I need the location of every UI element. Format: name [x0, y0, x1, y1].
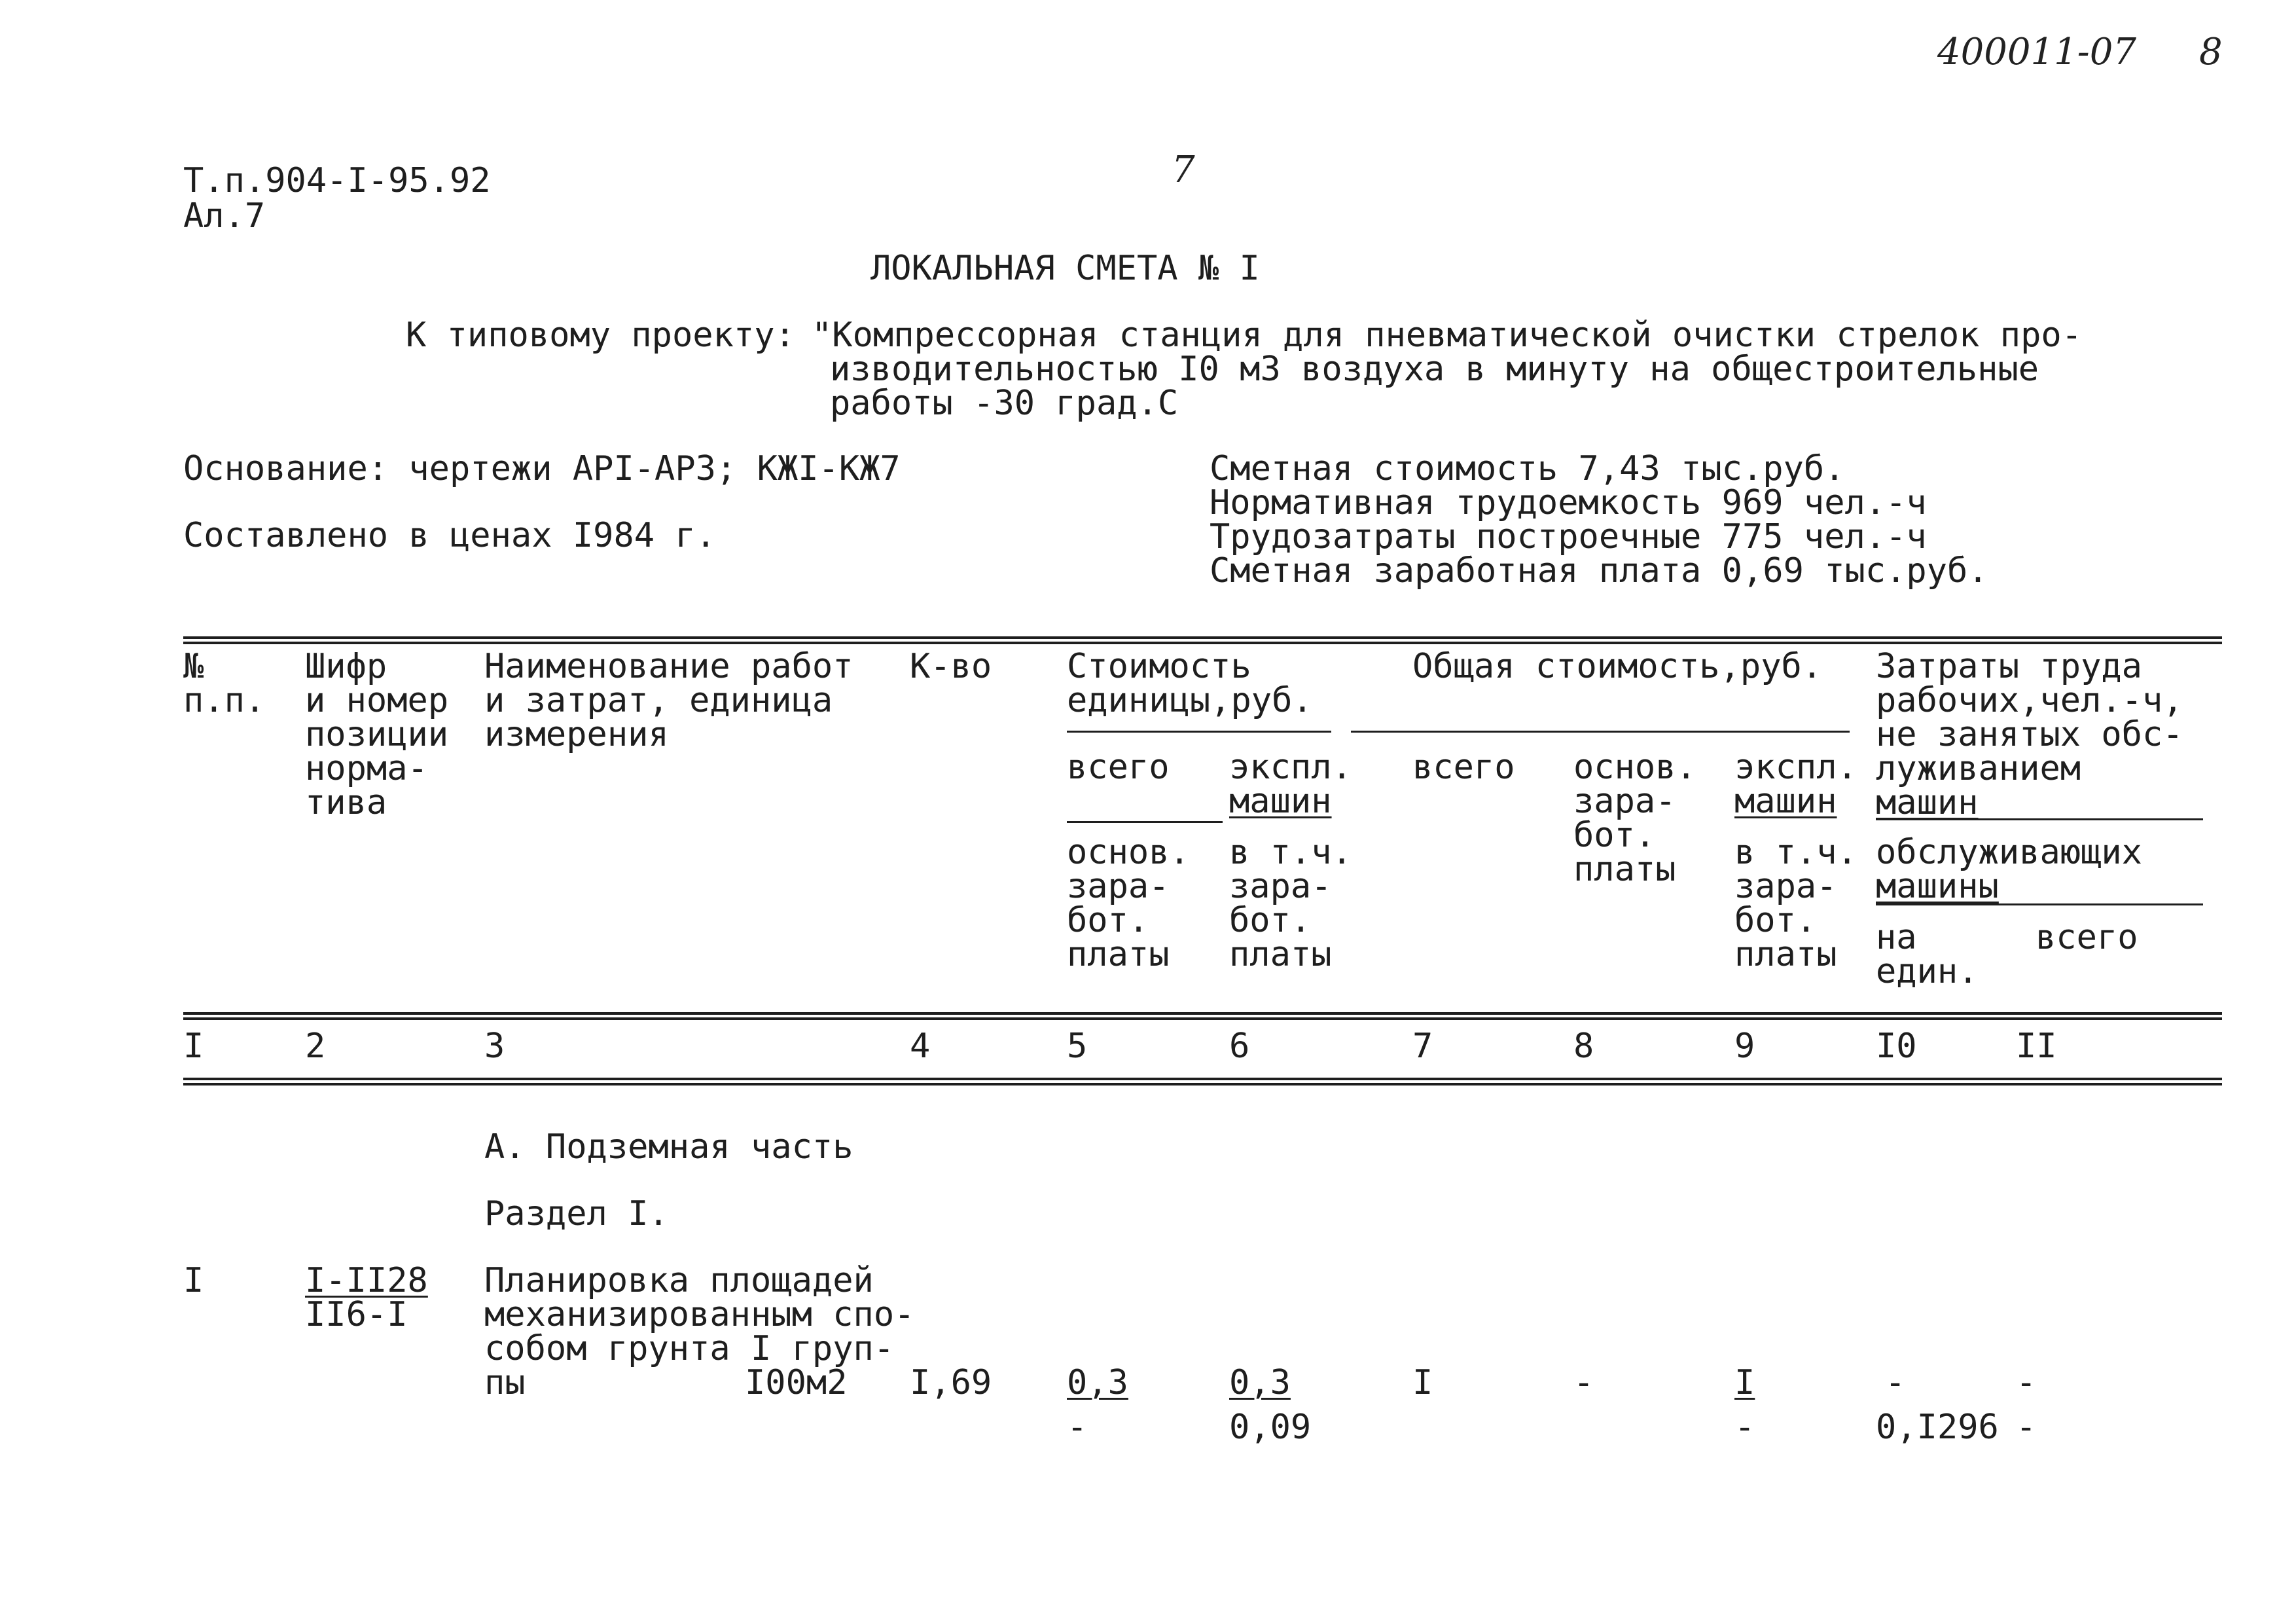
hdr-unit-base-1: основ. — [1067, 833, 1190, 872]
hdr-unit-base-3: бот. — [1067, 901, 1149, 940]
row-c9-bottom: - — [1734, 1408, 1755, 1447]
hdr-code-1: Шифр — [305, 647, 387, 686]
colnum-6: 6 — [1229, 1027, 1250, 1066]
basis-text: Основание: чертежи АРI-АР3; КЖI-КЖ7 — [183, 449, 901, 488]
hdr-unit-incl-3: бот. — [1229, 901, 1312, 940]
table-top-rule-2 — [183, 642, 2222, 644]
row-c5-bottom: - — [1067, 1408, 1088, 1447]
row-c11-top: - — [2016, 1363, 2037, 1402]
section-heading: Раздел I. — [484, 1194, 669, 1233]
hdr-total-base-1: основ. — [1573, 748, 1696, 787]
corner-note: 400011-07 — [1937, 31, 2136, 73]
summary-wages: Сметная заработная плата 0,69 тыс.руб. — [1210, 551, 1988, 591]
colnum-2: 2 — [305, 1027, 326, 1066]
row-num: I — [183, 1261, 204, 1300]
colnum-5: 5 — [1067, 1027, 1088, 1066]
hdr-labor-4: луживанием — [1876, 749, 2081, 788]
colnum-1: I — [183, 1027, 204, 1066]
hdr-labor-serv-rule — [1876, 903, 2203, 905]
summary-norm-labor: Нормативная трудоемкость 969 чел.-ч — [1210, 483, 1927, 522]
project-line-3: работы -30 град.С — [830, 384, 1179, 423]
hdr-total-incl-3: бот. — [1734, 901, 1817, 940]
row-name-4: пы — [484, 1363, 526, 1402]
row-code-1: I-II28 — [305, 1261, 428, 1300]
row-c6-bottom: 0,09 — [1229, 1408, 1312, 1447]
hdr-labor-3: не занятых обс- — [1876, 715, 2183, 754]
project-line-1: "Компрессорная станция для пневматической очистки стрелок про- — [812, 316, 2083, 355]
hdr-labor-serv-1: обслуживающих — [1876, 833, 2142, 872]
hdr-code-2: и номер — [305, 681, 449, 720]
colnum-10: I0 — [1876, 1027, 1917, 1066]
hdr-total-cost-rule — [1351, 731, 1850, 733]
hdr-name-2: и затрат, единица — [484, 681, 833, 720]
hdr-unit-incl-2: зара- — [1229, 867, 1332, 906]
hdr-labor-unit-1: на — [1876, 918, 1917, 957]
row-c11-bottom: - — [2016, 1408, 2037, 1447]
hdr-unit-mach-2: машин — [1229, 782, 1332, 821]
row-name-1: Планировка площадей — [484, 1261, 874, 1300]
hdr-unit-incl-1: в т.ч. — [1229, 833, 1352, 872]
corner-page-number: 8 — [2199, 31, 2223, 73]
colnum-4: 4 — [910, 1027, 931, 1066]
hdr-labor-rule — [1876, 818, 2203, 820]
row-c8: - — [1573, 1363, 1594, 1402]
row-c10-top: - — [1885, 1363, 1906, 1402]
hdr-total-cost: Общая стоимость,руб. — [1412, 647, 1823, 686]
hdr-name-3: измерения — [484, 715, 669, 754]
hdr-total-mach-2: машин — [1734, 782, 1837, 821]
row-c10-bottom: 0,I296 — [1876, 1408, 1999, 1447]
hdr-labor-unit-2: един. — [1876, 952, 1979, 991]
colnum-top-rule — [183, 1012, 2222, 1015]
row-code-2: II6-I — [305, 1295, 408, 1334]
row-name-2: механизированным спо- — [484, 1295, 915, 1334]
doc-code: Т.п.904-I-95.92 — [183, 161, 491, 200]
hdr-labor-1: Затраты труда — [1876, 647, 2142, 686]
page-title: ЛОКАЛЬНАЯ СМЕТА № I — [870, 249, 1260, 288]
hdr-unit-total: всего — [1067, 748, 1170, 787]
hdr-code-3: позиции — [305, 715, 449, 754]
hdr-labor-serv-2: машины — [1876, 867, 1999, 906]
row-c6-top: 0,3 — [1229, 1363, 1291, 1402]
part-heading: А. Подземная часть — [484, 1127, 853, 1167]
hdr-qty: К-во — [910, 647, 992, 686]
hdr-total-base-3: бот. — [1573, 816, 1656, 855]
hdr-num-1: № — [183, 647, 204, 686]
hdr-total-incl-2: зара- — [1734, 867, 1837, 906]
colnum-8: 8 — [1573, 1027, 1594, 1066]
colnum-top-rule-2 — [183, 1017, 2222, 1020]
hdr-unit-cost-rule — [1067, 731, 1331, 733]
hdr-unit-cost-1: Стоимость — [1067, 647, 1251, 686]
album-label: Ал.7 — [183, 196, 266, 236]
hdr-unit-incl-4: платы — [1229, 935, 1332, 974]
hdr-unit-mach-1: экспл. — [1229, 748, 1352, 787]
hdr-total-incl-4: платы — [1734, 935, 1837, 974]
project-line-2: изводительностью I0 м3 воздуха в минуту на общестроительные — [830, 350, 2039, 389]
colnum-7: 7 — [1412, 1027, 1433, 1066]
hdr-num-2: п.п. — [183, 681, 266, 720]
table-top-rule — [183, 636, 2222, 639]
colnum-bottom-rule-2 — [183, 1083, 2222, 1085]
row-unit: I00м2 — [745, 1363, 848, 1402]
project-label: К типовому проекту: — [406, 316, 795, 355]
hdr-total-mach-1: экспл. — [1734, 748, 1857, 787]
hdr-unit-base-2: зара- — [1067, 867, 1170, 906]
page-number: 7 — [1172, 149, 1195, 191]
hdr-code-4: норма- — [305, 749, 428, 788]
summary-cost: Сметная стоимость 7,43 тыс.руб. — [1210, 449, 1845, 488]
row-c9-top: I — [1734, 1363, 1755, 1402]
hdr-code-5: тива — [305, 783, 387, 822]
hdr-labor-total: всего — [2036, 918, 2138, 957]
colnum-3: 3 — [484, 1027, 505, 1066]
hdr-labor-2: рабочих,чел.-ч, — [1876, 681, 2183, 720]
hdr-name-1: Наименование работ — [484, 647, 853, 686]
prices-text: Составлено в ценах I984 г. — [183, 516, 716, 555]
summary-site-labor: Трудозатраты построечные 775 чел.-ч — [1210, 517, 1927, 556]
colnum-9: 9 — [1734, 1027, 1755, 1066]
row-qty: I,69 — [910, 1363, 992, 1402]
hdr-total-base-2: зара- — [1573, 782, 1676, 821]
hdr-total-all: всего — [1412, 748, 1515, 787]
hdr-unit-cost-2: единицы,руб. — [1067, 681, 1313, 720]
hdr-unit-total-rule — [1067, 821, 1223, 823]
row-c7: I — [1412, 1363, 1433, 1402]
row-c5-top: 0,3 — [1067, 1363, 1128, 1402]
hdr-total-base-4: платы — [1573, 850, 1676, 889]
colnum-11: II — [2016, 1027, 2057, 1066]
row-name-3: собом грунта I груп- — [484, 1329, 895, 1368]
hdr-unit-base-4: платы — [1067, 935, 1170, 974]
hdr-labor-5: машин — [1876, 783, 1979, 822]
colnum-bottom-rule — [183, 1078, 2222, 1080]
hdr-total-incl-1: в т.ч. — [1734, 833, 1857, 872]
